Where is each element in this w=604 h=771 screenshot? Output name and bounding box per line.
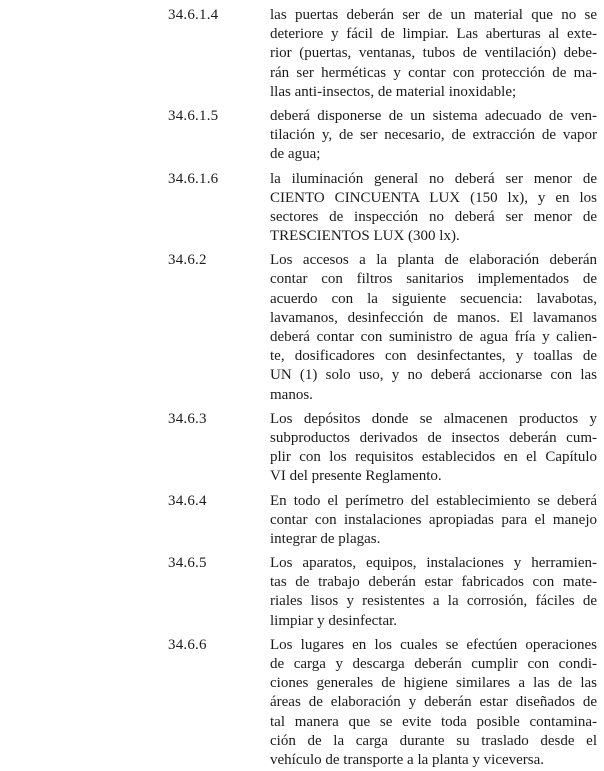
text-line: TRESCIENTOS LUX (300 lx). bbox=[270, 228, 460, 245]
text-line: de carga y descarga deberán cumplir con condi- bbox=[270, 656, 597, 672]
text-line: subproductos derivados de insectos deberán cum- bbox=[270, 429, 597, 446]
clause-number: 34.6.5 bbox=[168, 555, 207, 572]
clause bbox=[168, 410, 604, 487]
text-line: ción de la carga durante su traslado desde el bbox=[270, 732, 597, 749]
clause-number: 34.6.4 bbox=[168, 492, 207, 509]
clause bbox=[168, 107, 604, 165]
text-line: lavamanos, desinfección de manos. El lavamanos bbox=[270, 309, 597, 326]
clause-text bbox=[270, 636, 597, 770]
text-line: tilación y, de ser necesario, de extracción de vapor bbox=[270, 127, 597, 144]
clause-number: 34.6.2 bbox=[168, 252, 207, 269]
text-line: las puertas deberán ser de un material que no se bbox=[270, 7, 597, 23]
text-line: contar con instalaciones apropiadas para el manejo bbox=[270, 511, 597, 528]
clause-number: 34.6.1.4 bbox=[168, 7, 219, 23]
text-line: la iluminación general no deberá ser menor de bbox=[270, 170, 597, 187]
text-line: CIENTO CINCUENTA LUX (150 lx), y en los bbox=[270, 189, 597, 206]
clause bbox=[168, 636, 604, 770]
clause-number: 34.6.3 bbox=[168, 410, 207, 427]
text-line: áreas de elaboración y deberán estar diseñados de bbox=[270, 694, 597, 711]
text-line: Los accesos a la planta de elaboración deberán bbox=[270, 252, 597, 269]
clause-number: 34.6.1.5 bbox=[168, 107, 219, 124]
text-line: limpiar y desinfectar. bbox=[270, 612, 398, 629]
text-line: integrar de plagas. bbox=[270, 530, 381, 547]
clause bbox=[168, 492, 604, 550]
text-line: Los aparatos, equipos, instalaciones y herramien- bbox=[270, 555, 597, 572]
text-line: riales lisos y resistentes a la corrosión, fáciles de bbox=[270, 593, 597, 610]
clause-text bbox=[270, 410, 597, 487]
clause bbox=[168, 251, 604, 405]
clause bbox=[168, 6, 604, 102]
clause-text bbox=[270, 251, 597, 405]
text-line: acuerdo con la siguiente secuencia: lavabotas, bbox=[270, 290, 597, 307]
text-line: llas anti-insectos, de material inoxidable; bbox=[270, 83, 517, 100]
text-line: Los depósitos donde se almacenen productos y bbox=[270, 410, 597, 427]
clause-text bbox=[270, 492, 597, 550]
text-line: vehículo de transporte a la planta y viceversa. bbox=[270, 751, 545, 768]
text-line: VI del presente Reglamento. bbox=[270, 468, 442, 485]
clause-number: 34.6.6 bbox=[168, 636, 207, 653]
text-line: sectores de inspección no deberá ser menor de bbox=[270, 208, 597, 225]
text-line: deteriore y fácil de limpiar. Las aberturas al exte- bbox=[270, 26, 597, 43]
text-line: manos. bbox=[270, 386, 313, 403]
clause-text bbox=[270, 107, 597, 165]
clause bbox=[168, 170, 604, 247]
clause-number: 34.6.1.6 bbox=[168, 170, 219, 187]
text-line: Los lugares en los cuales se efectúen operaciones bbox=[270, 636, 597, 653]
text-line: deberá disponerse de un sistema adecuado de ven- bbox=[270, 107, 597, 124]
text-line: plir con los requisitos establecidos en el Capítulo bbox=[270, 449, 597, 466]
text-line: tal manera que se evite toda posible contamina- bbox=[270, 713, 597, 730]
clause-text bbox=[270, 170, 597, 247]
text-line: de agua; bbox=[270, 146, 321, 163]
clause-text bbox=[270, 554, 597, 631]
clause-text bbox=[270, 6, 597, 102]
text-line: ciones generales de higiene similares a las de las bbox=[270, 675, 597, 692]
text-line: En todo el perímetro del establecimiento se deberá bbox=[270, 492, 597, 509]
text-line: te, dosificadores con desinfectantes, y toallas de bbox=[270, 348, 597, 365]
text-line: tas de trabajo deberán estar fabricados con mate- bbox=[270, 574, 597, 591]
clause bbox=[168, 554, 604, 631]
text-line: rán ser herméticas y contar con protección de ma- bbox=[270, 64, 597, 81]
text-line: rior (puertas, ventanas, tubos de ventilación) debe- bbox=[270, 45, 597, 62]
text-line: UN (1) solo uso, y no deberá accionarse con las bbox=[270, 367, 597, 384]
text-line: contar con filtros sanitarios implementados de bbox=[270, 271, 597, 288]
text-line: deberá contar con suministro de agua fría y calien- bbox=[270, 329, 597, 345]
